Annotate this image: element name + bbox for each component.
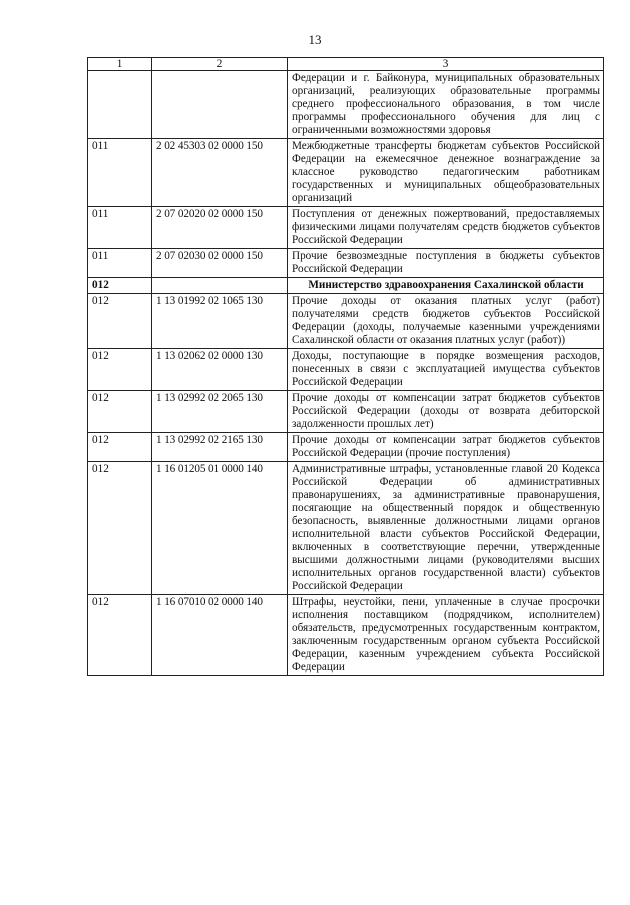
description-cell: Поступления от денежных пожертвований, предоставляемых физическими лицами получателям средств бюджетов субъектов Российской Федерации (288, 207, 604, 249)
section-title: Министерство здравоохранения Сахалинской области (288, 278, 604, 294)
table-row (88, 349, 604, 391)
description-cell: Прочие доходы от компенсации затрат бюджетов субъектов Российской Федерации (прочие поступления) (288, 433, 604, 462)
table-row (88, 433, 604, 462)
revenue-code-cell (152, 71, 288, 139)
table-row (88, 207, 604, 249)
admin-code-cell: 012 (88, 391, 152, 433)
revenue-code-cell: 1 13 02062 02 0000 130 (152, 349, 288, 391)
revenue-code-cell: 1 13 01992 02 1065 130 (152, 294, 288, 349)
table-row (88, 462, 604, 595)
description-cell: Межбюджетные трансферты бюджетам субъектов Российской Федерации на ежемесячное денежное вознаграждение за классное руководство педагогическим работникам государственных и муниципальных общеобразовательных организаций (288, 139, 604, 207)
revenue-code-cell: 1 13 02992 02 2165 130 (152, 433, 288, 462)
revenue-code-cell: 1 16 01205 01 0000 140 (152, 462, 288, 595)
revenue-code-cell: 1 13 02992 02 2065 130 (152, 391, 288, 433)
revenue-code-cell: 2 07 02020 02 0000 150 (152, 207, 288, 249)
description-cell: Доходы, поступающие в порядке возмещения расходов, понесенных в связи с эксплуатацией имущества субъектов Российской Федерации (288, 349, 604, 391)
column-header-3: 3 (288, 58, 604, 71)
revenue-code-cell: 2 07 02030 02 0000 150 (152, 249, 288, 278)
table-row (88, 595, 604, 676)
description-cell: Прочие безвозмездные поступления в бюджеты субъектов Российской Федерации (288, 249, 604, 278)
description-cell: Штрафы, неустойки, пени, уплаченные в случае просрочки исполнения поставщиком (подрядчиком, исполнителем) обязательств, предусмотренных государственным контрактом, заключенным государственным органом субъекта Российской Федерации, казенным учреждением субъекта Российской Федерации (288, 595, 604, 676)
admin-code-cell: 011 (88, 207, 152, 249)
description-cell: Административные штрафы, установленные главой 20 Кодекса Российской Федерации об административных правонарушениях, за административные правонарушения, посягающие на общественный порядок и общественную безопасность, выявленные должностными лицами органов исполнительной власти субъектов Российской Федерации, включенных в соответствующие перечни, утвержденные высшими должностными лицами (руководителями высших исполнительных органов государственной власти) субъектов Российской Федерации (288, 462, 604, 595)
admin-code-cell: 012 (88, 294, 152, 349)
admin-code-cell: 012 (88, 349, 152, 391)
admin-code-cell: 012 (88, 278, 152, 294)
revenue-codes-table (87, 57, 604, 676)
column-header-2: 2 (152, 58, 288, 71)
column-header-1: 1 (88, 58, 152, 71)
table-header-row (88, 58, 604, 71)
section-heading-row (88, 278, 604, 294)
table-row (88, 71, 604, 139)
revenue-code-cell: 2 02 45303 02 0000 150 (152, 139, 288, 207)
admin-code-cell: 012 (88, 433, 152, 462)
admin-code-cell (88, 71, 152, 139)
table-row (88, 249, 604, 278)
table-row (88, 294, 604, 349)
admin-code-cell: 012 (88, 595, 152, 676)
table-row (88, 139, 604, 207)
description-cell: Прочие доходы от компенсации затрат бюджетов субъектов Российской Федерации (доходы от возврата дебиторской задолженности прошлых лет) (288, 391, 604, 433)
revenue-code-cell (152, 278, 288, 294)
page-number: 13 (308, 32, 322, 47)
revenue-code-cell: 1 16 07010 02 0000 140 (152, 595, 288, 676)
admin-code-cell: 012 (88, 462, 152, 595)
admin-code-cell: 011 (88, 139, 152, 207)
table-row (88, 391, 604, 433)
description-cell: Прочие доходы от оказания платных услуг (работ) получателями средств бюджетов субъектов Российской Федерации (доходы, получаемые казенными учреждениями Сахалинской области от оказания платных услуг (работ)) (288, 294, 604, 349)
admin-code-cell: 011 (88, 249, 152, 278)
description-cell: Федерации и г. Байконура, муниципальных образовательных организаций, реализующих образовательные программы среднего профессионального образования, в том числе программы профессионального обучения для лиц с ограниченными возможностями здоровья (288, 71, 604, 139)
